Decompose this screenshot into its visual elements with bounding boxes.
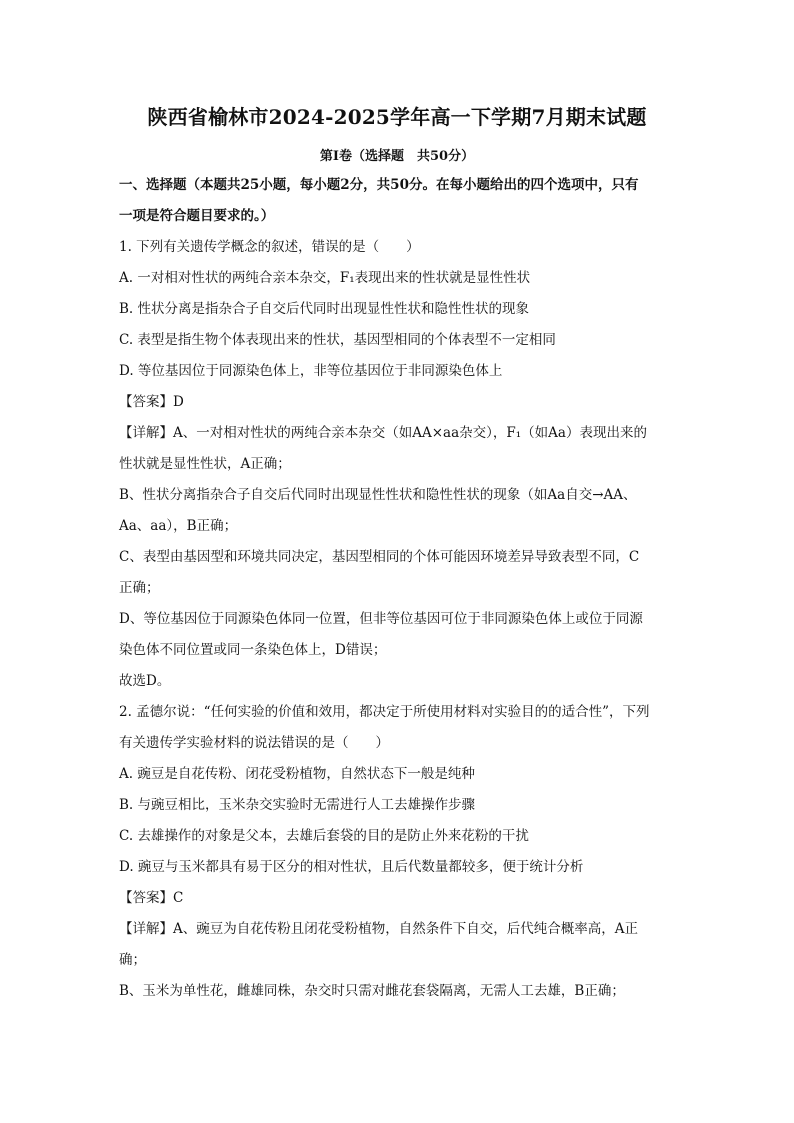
question-1-answer: 【答案】D xyxy=(119,394,184,410)
question-1-explanation-line: D、等位基因位于同源染色体同一位置，但非等位基因可位于非同源染色体上或位于同源 xyxy=(119,611,643,627)
question-1-stem: 1. 下列有关遗传学概念的叙述，错误的是（ ） xyxy=(119,239,420,255)
question-1-explanation-line: 正确； xyxy=(119,580,160,596)
question-1-explanation-line: C、表型由基因型和环境共同决定，基因型相同的个体可能因环境差异导致表型不同，C xyxy=(119,549,640,565)
question-1-option-a: A. 一对相对性状的两纯合亲本杂交，F₁表现出来的性状就是显性性状 xyxy=(119,270,531,286)
question-2-explanation-line: B、玉米为单性花，雌雄同株，杂交时只需对雌花套袋隔离，无需人工去雄，B正确； xyxy=(119,983,625,999)
question-2-option-b: B. 与豌豆相比，玉米杂交实验时无需进行人工去雄操作步骤 xyxy=(119,797,476,813)
question-1-explanation-line: B、性状分离指杂合子自交后代同时出现显性性状和隐性性状的现象（如Aa自交→AA、 xyxy=(119,487,637,503)
question-2-stem: 2. 孟德尔说：“任何实验的价值和效用，都决定于所使用材料对实验目的的适合性”，下列 xyxy=(119,704,650,720)
section-header: 第I卷（选择题 共50分） xyxy=(319,149,475,164)
page-title: 陕西省榆林市2024-2025学年高一下学期7月期末试题 xyxy=(147,105,647,129)
question-1-explanation-line: 【详解】A、一对相对性状的两纯合亲本杂交（如AA×aa杂交），F₁（如Aa）表现出来的 xyxy=(119,425,647,441)
question-2-explanation-line: 确； xyxy=(119,952,146,968)
question-1-option-c: C. 表型是指生物个体表现出来的性状，基因型相同的个体表型不一定相同 xyxy=(119,332,556,348)
question-2-explanation-line: 【详解】A、豌豆为自花传粉且闭花受粉植物，自然条件下自交，后代纯合概率高，A正 xyxy=(119,921,638,937)
question-1-explanation-line: 性状就是显性性状，A正确； xyxy=(119,456,291,472)
instructions-line: 一、选择题（本题共25小题，每小题2分，共50分。在每小题给出的四个选项中，只有 xyxy=(119,177,639,193)
instructions-line: 一项是符合题目要求的。） xyxy=(119,208,275,224)
question-2-stem: 有关遗传学实验材料的说法错误的是（ ） xyxy=(119,735,389,751)
question-1-explanation-line: 故选D。 xyxy=(119,673,171,689)
question-1-explanation-line: 染色体不同位置或同一条染色体上，D错误； xyxy=(119,642,387,658)
question-2-option-d: D. 豌豆与玉米都具有易于区分的相对性状，且后代数量都较多，便于统计分析 xyxy=(119,859,584,875)
question-1-option-d: D. 等位基因位于同源染色体上，非等位基因位于非同源染色体上 xyxy=(119,363,503,379)
question-2-option-c: C. 去雄操作的对象是父本，去雄后套袋的目的是防止外来花粉的干扰 xyxy=(119,828,529,844)
question-1-explanation-line: Aa、aa），B正确； xyxy=(119,518,238,534)
question-2-option-a: A. 豌豆是自花传粉、闭花受粉植物，自然状态下一般是纯种 xyxy=(119,766,475,782)
question-2-answer: 【答案】C xyxy=(119,890,184,906)
question-1-option-b: B. 性状分离是指杂合子自交后代同时出现显性性状和隐性性状的现象 xyxy=(119,301,530,317)
